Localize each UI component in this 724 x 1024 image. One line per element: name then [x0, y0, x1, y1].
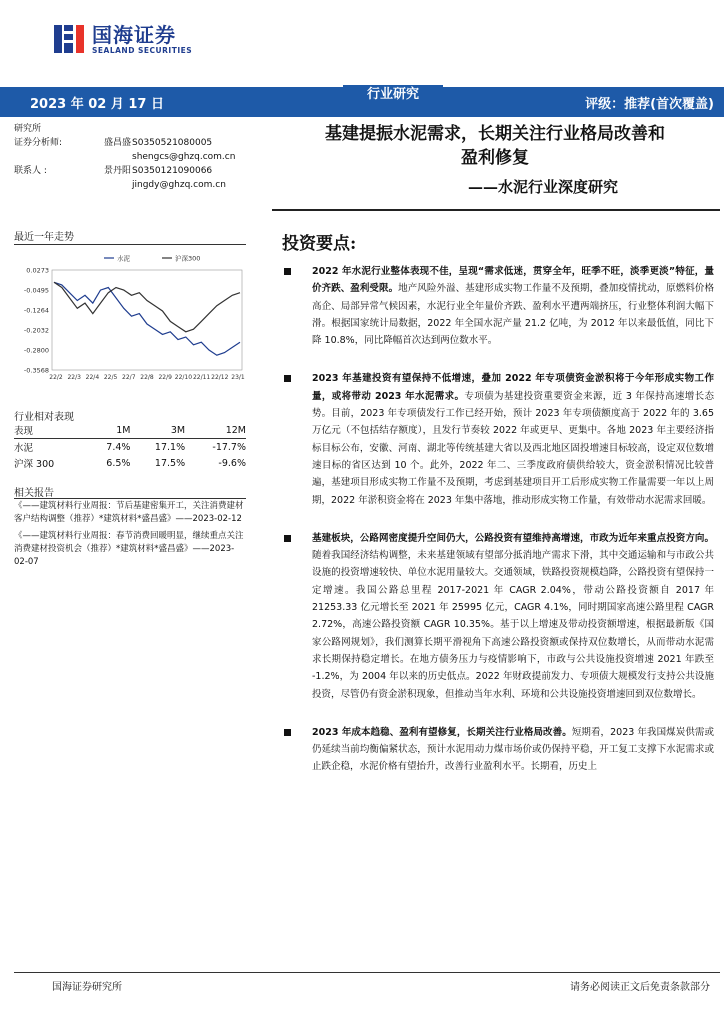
key-point-headline: 2023 年基建投资有望保持不低增速，叠加 2022 年专项债资金淤积将于今年形成实物工作量，或将带动 2023 年水泥需求。: [312, 373, 714, 402]
x-tick-label: 22/7: [122, 374, 136, 381]
perf-row: [14, 439, 246, 456]
key-points-title: 投资要点:: [282, 234, 357, 254]
perf-cell: -17.7%: [212, 441, 246, 453]
report-title-line1: 基建提振水泥需求，长期关注行业格局改善和: [325, 124, 665, 144]
perf-cell: 水泥: [14, 443, 34, 454]
perf-table: [14, 422, 246, 471]
plot-frame: [52, 270, 242, 370]
key-point-text: 专项债为基建投资重要资金来源，近 3 年保持高速增长态势。目前，2023 年专项债发行工作已经开始，预计 2023 年专项债额度高于 2022 年的 3.65 万亿元（不包括结存额度），且发行节奏较 2022 年或更早、更集中。各地 2023 年主要经济指标目标公布，安徽、河南、湖北等传统基建大省以及西北地区固投增速目标较高，设定双位数增速目标的省区达到 10 个。此外，2022 年二、三季度政府债供给较大，资金淤积情况比较普遍，基建项目形成实物工作量不及预期，考虑到基建项目开工后形成实物工作量需要一年以上周期，2022 年淤积资金将在 2023 年集中落地，推动形成实物工作量，有效带动水泥需求回暖。: [312, 390, 714, 506]
contact-email[interactable]: jingdy@ghzq.com.cn: [132, 180, 226, 190]
related-report-item[interactable]: 《——建筑材料行业周报：节后基建密集开工，关注消费建材客户结构调整（推荐）*建筑材料*盛昌盛》——2023-02-12: [14, 501, 244, 524]
key-point-text: 地产风险外溢、基建形成实物工作量不及预期，叠加疫情扰动，原燃料价格高企、局部异常气候因素，水泥行业全年量价齐跌、盈利水平遭两端挤压，行业整体利润大幅下滑。根据国家统计局数据，2022 年全国水泥产量 21.2 亿吨，为 2012 年以来最低值，同比下降 10.8%，同比降幅首次达到两位数水平。: [312, 283, 714, 347]
perf-header-cell: 表现: [14, 422, 87, 439]
y-tick-label: -0.0495: [23, 286, 49, 295]
key-points-body: [282, 263, 714, 776]
perf-cell: 沪深 300: [14, 459, 55, 470]
contact-label: 联系人 :: [14, 166, 47, 176]
x-tick-label: 22/11: [192, 374, 211, 381]
related-reports: [14, 500, 246, 573]
brand-name-cn: 国海证券: [92, 22, 176, 47]
bullet-icon: [284, 535, 291, 542]
perf-cell: 7.4%: [106, 441, 131, 453]
contact-name: 景丹阳: [104, 166, 132, 176]
key-point-text: 短期看，2023 年我国煤炭供需或仍延续当前均衡偏紧状态，预计水泥用动力煤市场价或仍保持平稳，开工复工支撑下水泥需求或止跌企稳，水泥价格有望抬升，改善行业盈利水平。长期看，历史上: [312, 726, 714, 773]
footer-disclaimer: 请务必阅读正文后免责条款部分: [570, 982, 710, 993]
report-category: 行业研究: [343, 85, 443, 107]
reports-divider: [14, 498, 246, 499]
footer-divider: [14, 972, 720, 973]
y-tick-label: 0.0273: [26, 266, 49, 275]
brand-name-en: SEALAND SECURITIES: [92, 45, 193, 55]
key-point-headline: 2023 年成本趋稳、盈利有望修复，长期关注行业格局改善。: [312, 726, 572, 738]
title-divider: [272, 209, 720, 211]
y-tick-label: -0.2032: [23, 326, 49, 335]
trend-label: 最近一年走势: [14, 232, 74, 243]
trend-chart: [14, 248, 246, 388]
series-line: [54, 282, 240, 355]
report-title-line2: 盈利修复: [461, 148, 529, 168]
perf-cell: 6.5%: [106, 457, 131, 469]
key-point: [282, 370, 714, 508]
perf-cell: 17.1%: [154, 441, 186, 453]
y-tick-label: -0.2800: [23, 346, 49, 355]
brand-logo: [52, 22, 192, 56]
report-date: 2023 年 02 月 17 日: [30, 97, 164, 112]
perf-header-row: [14, 422, 246, 439]
perf-cell: -9.6%: [218, 457, 246, 469]
x-tick-label: 22/10: [174, 374, 193, 381]
reports-title: 相关报告: [14, 488, 54, 499]
key-point-headline: 2022 年水泥行业整体表现不佳，呈现“需求低迷，贯穿全年，旺季不旺，淡季更淡”特征，量价齐跌、盈利受限。: [312, 266, 714, 295]
report-subtitle: ——水泥行业深度研究: [467, 178, 618, 196]
analyst-id: S0350521080005: [132, 138, 213, 148]
analyst-label: 证券分析师:: [14, 138, 63, 148]
y-tick-label: -0.1264: [23, 306, 49, 315]
related-report-item[interactable]: 《——建筑材料行业周报：春节消费回暖明显，继续重点关注消费建材投资机会（推荐）*建筑材料*盛昌盛》——2023-02-07: [14, 531, 244, 567]
bullet-icon: [284, 268, 291, 275]
x-tick-label: 22/2: [49, 374, 63, 381]
y-tick-label: -0.3568: [23, 366, 49, 375]
report-rating: 评级：推荐(首次覆盖): [585, 97, 714, 112]
perf-header-cell: 12M: [185, 422, 246, 439]
institute-label: 研究所: [14, 124, 42, 134]
x-tick-label: 22/5: [103, 374, 118, 381]
key-point: [282, 724, 714, 776]
header-banner: [0, 87, 724, 117]
perf-header-cell: 1M: [87, 422, 131, 439]
report-title-block: [272, 122, 718, 197]
x-tick-label: 22/9: [158, 374, 172, 381]
legend-label: 沪深300: [175, 254, 201, 263]
key-point-headline: 基建板块，公路网密度提升空间仍大，公路投资有望维持高增速，市政为近年来重点投资方向。: [312, 532, 714, 544]
bullet-icon: [284, 375, 291, 382]
contact-id: S0350121090066: [132, 166, 213, 176]
trend-divider: [14, 244, 246, 245]
trend-chart-svg: [14, 248, 246, 388]
analyst-info: [14, 122, 235, 192]
legend-label: 水泥: [117, 254, 130, 263]
key-point-text: 随着我国经济结构调整，未来基建领域有望部分抵消地产需求下滑，其中交通运输和与市政公共设施的投资增速较快、单位水泥用量较大。交通领域，铁路投资规模趋降，公路投资有望保持一定增速。我国公路总里程 2017-2021 年 CAGR 2.04%，带动公路投资额自 2017 年 21253.33 亿元增长至 2021 年 25995 亿元，CAGR 4.1%，同时期国家高速公路里程 CAGR 2.72%，高速公路投资额 CAGR 10.35%。基于以上增速及带动投资额增速，根据最新版《国家公路网规划》，我们测算长期平滑视角下高速公路投资额或保持双位数增长，从而带动水泥需求长期保持稳定增长。在地方债务压力与疫情影响下，市政与公共设施投资增速 2021 年跌至 -1.2%，为 2004 年以来的历史低点。2022 年财政提前发力、专项债大规模发行支持公共设施投资，尽管仍有资金淤积现象，但推动当年水利、环境和公共设施投资增速回到双位数增长。: [312, 550, 714, 700]
perf-title: 行业相对表现: [14, 412, 74, 423]
x-tick-label: 22/8: [140, 374, 154, 381]
x-tick-label: 22/4: [85, 374, 100, 381]
x-tick-label: 22/12: [211, 374, 229, 381]
analyst-email[interactable]: shengcs@ghzq.com.cn: [132, 152, 236, 162]
x-tick-label: 23/1: [231, 374, 245, 381]
x-tick-label: 22/3: [67, 374, 81, 381]
analyst-name: 盛昌盛: [104, 138, 132, 148]
footer-institute: 国海证券研究所: [52, 982, 122, 993]
perf-header-cell: 3M: [130, 422, 185, 439]
bullet-icon: [284, 729, 291, 736]
key-point: [282, 263, 714, 349]
perf-cell: 17.5%: [154, 457, 186, 469]
key-point: [282, 530, 714, 703]
logo-icon: [52, 22, 86, 56]
perf-row: [14, 455, 246, 471]
